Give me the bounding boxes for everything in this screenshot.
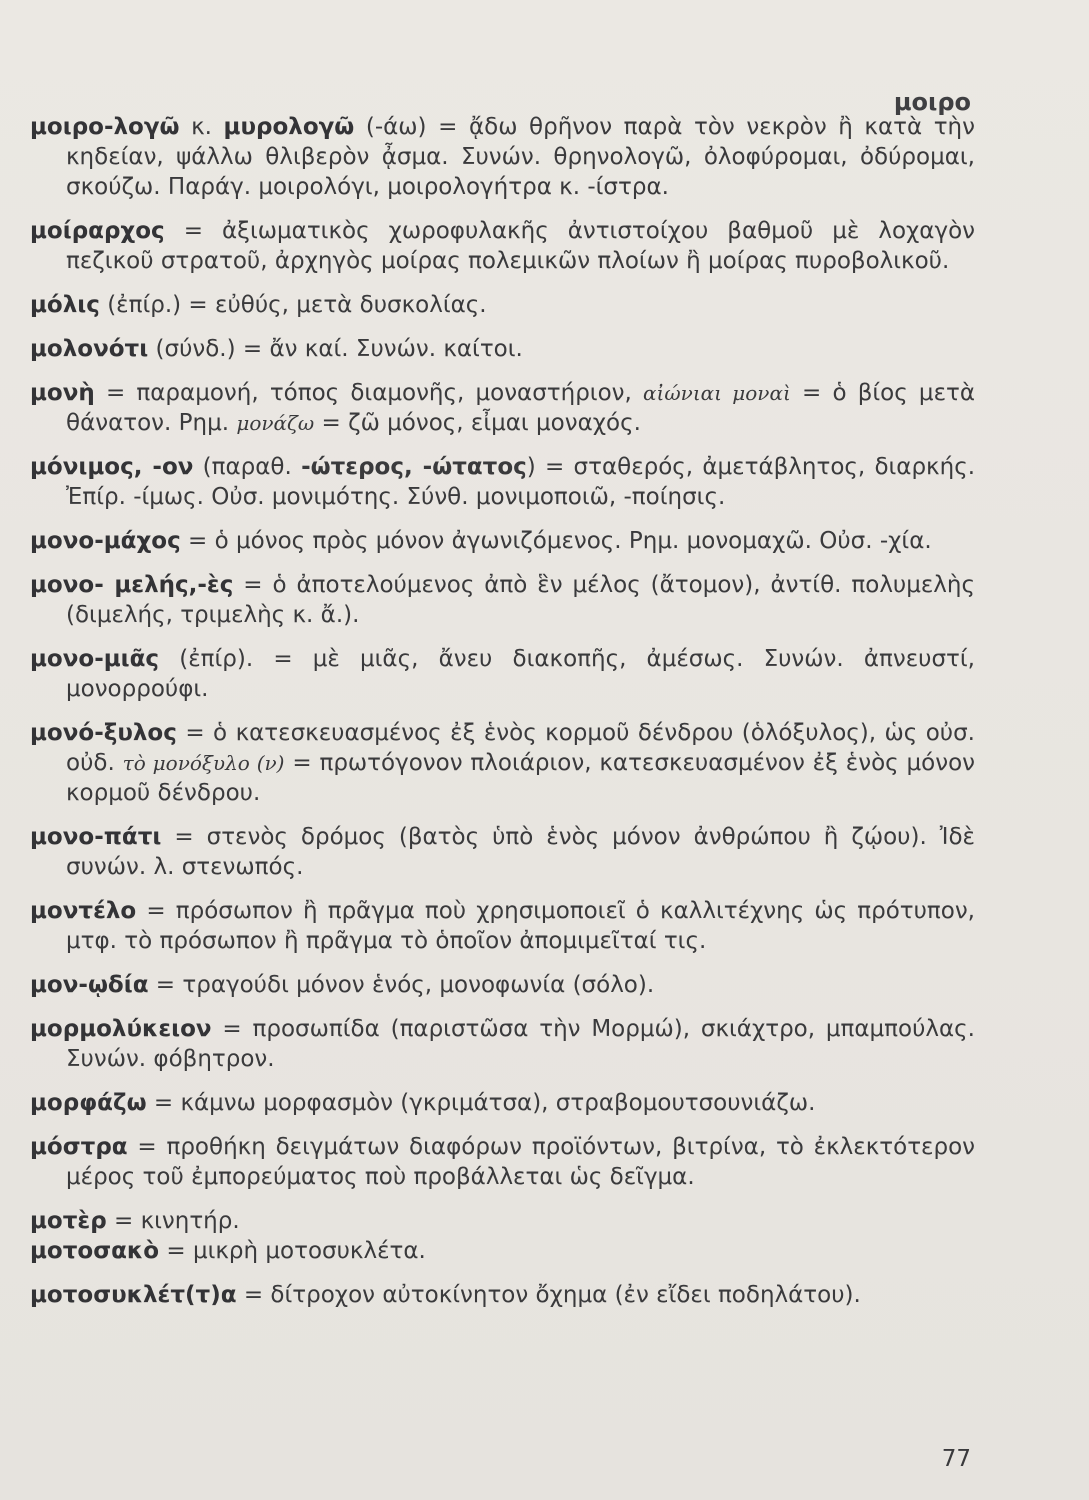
definition-text: = πρωτόγονον πλοιάριον, κατεσκευασμένον ἐξ ἑνὸς μόνον κορμοῦ δένδρου.: [66, 750, 975, 806]
headword: μον-ῳδία: [30, 972, 149, 998]
definition-text: κ.: [179, 114, 224, 140]
headword: μοτοσακὸ: [30, 1238, 160, 1264]
definition-text: (ἐπίρ.) = εὐθύς, μετὰ δυσκολίας.: [99, 292, 487, 318]
entry-monopati: [30, 822, 975, 882]
headword: μονο- μελής,-ὲς: [30, 572, 234, 598]
headword: μολονότι: [30, 336, 149, 362]
headword: μοτοσυκλέτ(τ)α: [30, 1282, 237, 1308]
definition-text: = προσωπίδα (παριστῶσα τὴν Μορμώ), σκιάχτρο, μπαμπούλας. Συνών. φόβητρον.: [66, 1016, 975, 1072]
headword: μόστρα: [30, 1134, 128, 1160]
entry-list: [30, 112, 975, 1324]
definition-text: = ὁ ἀποτελούμενος ἀπὸ ἓν μέλος (ἄτομον), ἀντίθ. πολυμελὴς (διμελής, τριμελὴς κ. ἄ.).: [66, 572, 975, 628]
headword: μονό-ξυλος: [30, 720, 177, 746]
entry-montelo: [30, 896, 975, 956]
definition-text: (ἐπίρ). = μὲ μιᾶς, ἄνευ διακοπῆς, ἀμέσως. Συνών. ἀπνευστί, μονορρούφι.: [66, 646, 975, 702]
entry-moter: [30, 1206, 975, 1236]
headword-variant: μυρολογῶ: [223, 114, 355, 140]
definition-text: = ὁ μόνος πρὸς μόνον ἀγωνιζόμενος. Ρημ. μονομαχῶ. Οὐσ. -χία.: [180, 528, 932, 554]
definition-text: = μικρὴ μοτοσυκλέτα.: [159, 1238, 426, 1264]
definition-text: = πρόσωπον ἢ πρᾶγμα ποὺ χρησιμοποιεῖ ὁ καλλιτέχνης ὡς πρότυπον, μτφ. τὸ πρόσωπον ἢ πρᾶγμα τὸ ὁποῖον ἀπομιμεῖταί τις.: [66, 898, 975, 954]
italic-phrase: αἰώνιαι μοναὶ: [643, 381, 791, 405]
entry-mostra: [30, 1132, 975, 1192]
headword: μόνιμος, -ον: [30, 454, 194, 480]
entry-monomelis: [30, 570, 975, 630]
definition-text: = παραμονή, τόπος διαμονῆς, μοναστήριον,: [94, 380, 644, 406]
headword: μοτὲρ: [30, 1208, 107, 1234]
definition-text: (-άω) = ᾄδω θρῆνον παρὰ τὸν νεκρὸν ἢ κατὰ τὴν κηδείαν, ψάλλω θλιβερὸν ᾆσμα. Συνών. θρηνολογῶ, ὀλοφύρομαι, ὀδύρομαι, σκούζω. Παράγ. μοιρολόγι, μοιρολογήτρα κ. -ίστρα.: [66, 114, 975, 200]
definition-text: = προθήκη δειγμάτων διαφόρων προϊόντων, βιτρίνα, τὸ ἐκλεκτότερον μέρος τοῦ ἐμπορεύματος ποὺ προβάλλεται ὡς δεῖγμα.: [66, 1134, 975, 1190]
definition-text: (σύνδ.) = ἄν καί. Συνών. καίτοι.: [148, 336, 523, 362]
definition-text: = δίτροχον αὐτοκίνητον ὄχημα (ἐν εἴδει ποδηλάτου).: [236, 1282, 861, 1308]
entry-monoxylos: [30, 718, 975, 808]
entry-mormolykeion: [30, 1014, 975, 1074]
headword: μόλις: [30, 292, 100, 318]
entry-monimos: [30, 452, 975, 512]
headword: μονο-μάχος: [30, 528, 181, 554]
entry-monomias: [30, 644, 975, 704]
headword: μονὴ: [30, 380, 95, 406]
entry-moni: [30, 378, 975, 438]
definition-text: = στενὸς δρόμος (βατὸς ὑπὸ ἑνὸς μόνον ἀνθρώπου ἢ ζῴου). Ἰδὲ συνών. λ. στενωπός.: [66, 824, 975, 880]
definition-text: = κινητήρ.: [106, 1208, 240, 1234]
entry-monomachos: [30, 526, 975, 556]
definition-text: = κάμνω μορφασμὸν (γκριμάτσα), στραβομουτσουνιάζω.: [146, 1090, 816, 1116]
definition-text: = ὁ κατεσκευασμένος ἐξ ἑνὸς κορμοῦ δένδρου (ὁλόξυλος), ὡς οὐσ. οὐδ.: [66, 720, 975, 776]
headword: μονο-μιᾶς: [30, 646, 160, 672]
headword: μοιρο-λογῶ: [30, 114, 180, 140]
italic-phrase: τὸ μονόξυλο (ν): [122, 751, 285, 775]
entry-morfazo: [30, 1088, 975, 1118]
entry-motosako: [30, 1236, 975, 1266]
headword: μορφάζω: [30, 1090, 147, 1116]
definition-text: = ὁ βίος μετὰ θάνατον. Ρημ.: [66, 380, 976, 436]
bold-phrase: -ώτερος, -ώτατος: [301, 454, 527, 480]
italic-phrase: μονάζω: [236, 411, 315, 435]
running-head: μοιρο: [893, 88, 971, 116]
entry-molis: [30, 290, 975, 320]
entry-monodia: [30, 970, 975, 1000]
definition-text: (παραθ.: [193, 454, 302, 480]
headword: μονο-πάτι: [30, 824, 162, 850]
definition-text: = ζῶ μόνος, εἶμαι μοναχός.: [314, 410, 641, 436]
entry-moirarchos: [30, 216, 975, 276]
entry-molonoti: [30, 334, 975, 364]
page-number: 77: [941, 1446, 971, 1472]
definition-text: = ἀξιωματικὸς χωροφυλακῆς ἀντιστοίχου βαθμοῦ μὲ λοχαγὸν πεζικοῦ στρατοῦ, ἀρχηγὸς μοίρας πολεμικῶν πλοίων ἢ μοίρας πυροβολικοῦ.: [66, 218, 975, 274]
entry-motosykleta: [30, 1280, 975, 1310]
headword: μορμολύκειον: [30, 1016, 212, 1042]
definition-text: = τραγούδι μόνον ἑνός, μονοφωνία (σόλο).: [148, 972, 655, 998]
headword: μοίραρχος: [30, 218, 165, 244]
entry-moirologo: [30, 112, 975, 202]
definition-text: ) = σταθερός, ἀμετάβλητος, διαρκής. Ἐπίρ. -ίμως. Οὐσ. μονιμότης. Σύνθ. μονιμοποιῶ, -ποίησις.: [66, 454, 976, 510]
headword: μοντέλο: [30, 898, 137, 924]
